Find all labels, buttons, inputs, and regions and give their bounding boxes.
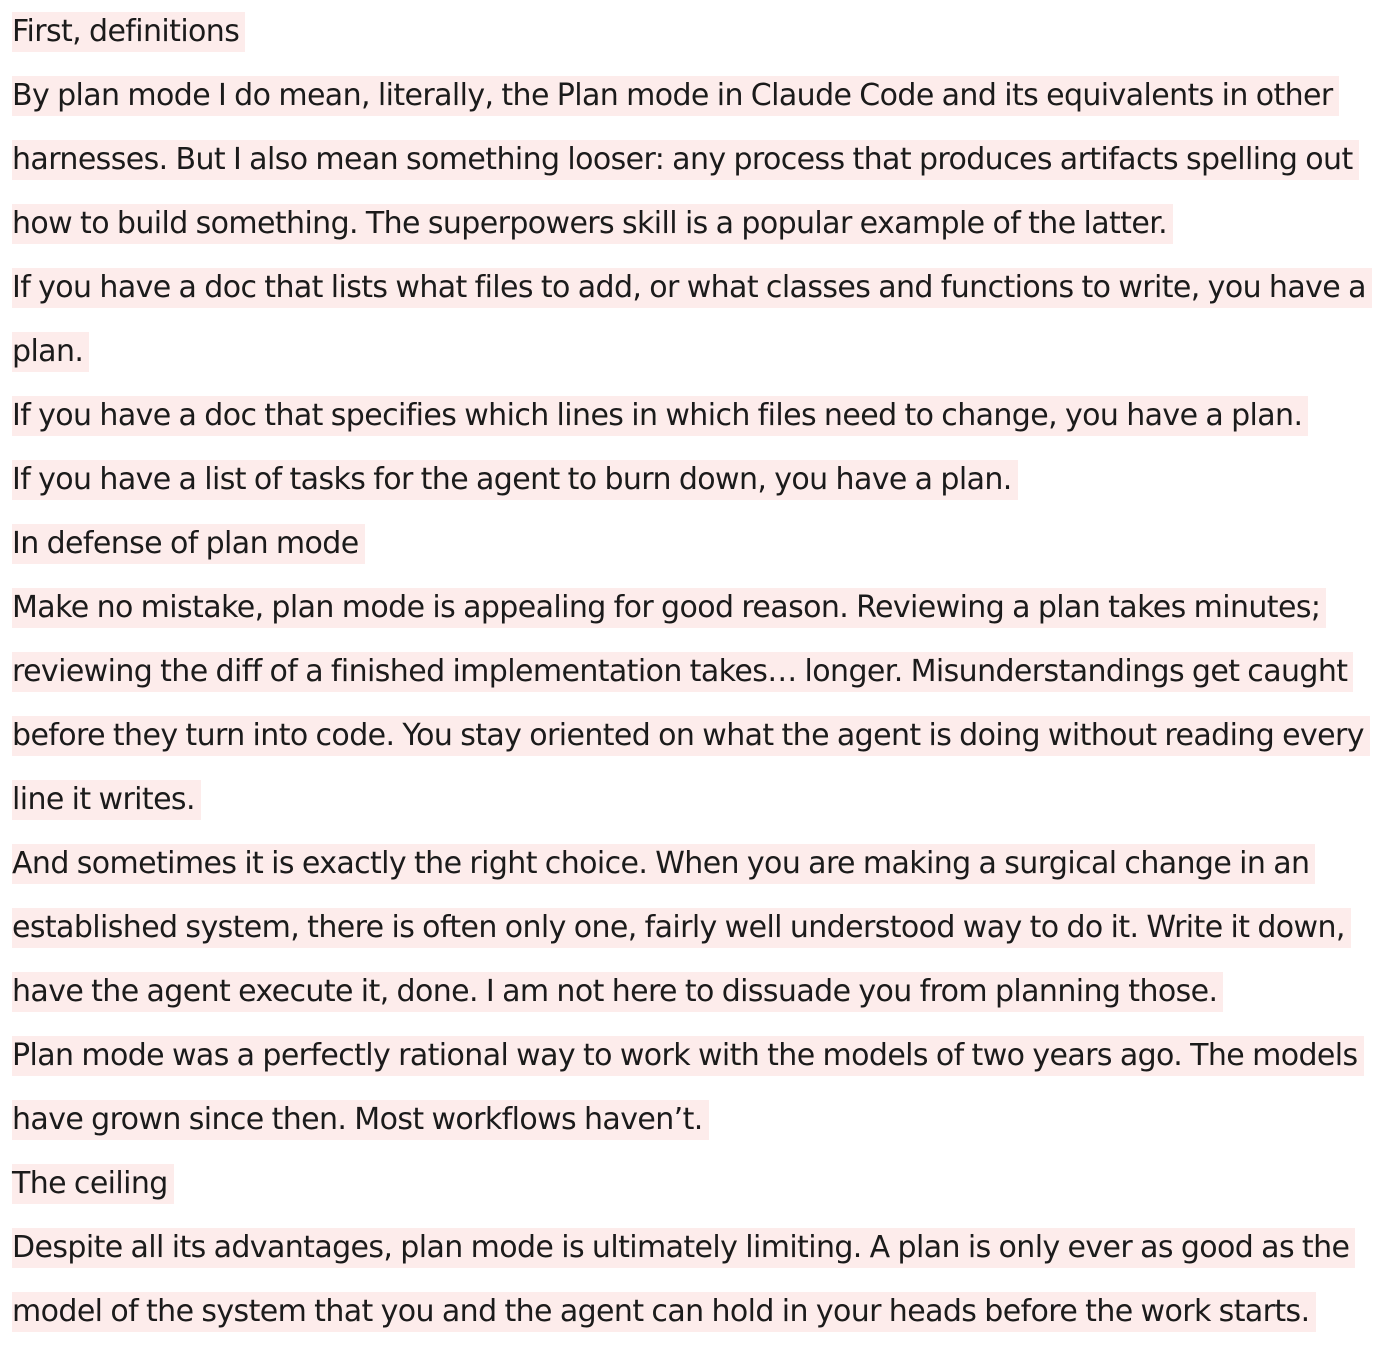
- paragraph-line: [12, 460, 1370, 524]
- paragraph-text: established system, there is often only one, fairly well understood way to do it. Write it down,: [12, 908, 1351, 948]
- paragraph-text: before they turn into code. You stay oriented on what the agent is doing without reading every: [12, 716, 1370, 756]
- paragraph-line: [12, 780, 1370, 844]
- paragraph-text: have grown since then. Most workflows haven’t.: [12, 1100, 709, 1140]
- document-body: [12, 12, 1370, 1356]
- paragraph-line: [12, 396, 1370, 460]
- paragraph-line: [12, 588, 1370, 652]
- paragraph-text: reviewing the diff of a finished implementation takes… longer. Misunderstandings get caught: [12, 652, 1353, 692]
- paragraph-text: plan.: [12, 332, 89, 372]
- paragraph-line: [12, 972, 1370, 1036]
- paragraph-text: If you have a doc that lists what files to add, or what classes and functions to write, you have a: [12, 268, 1372, 308]
- paragraph-text: By plan mode I do mean, literally, the Plan mode in Claude Code and its equivalents in other: [12, 76, 1339, 116]
- paragraph-text: Plan mode was a perfectly rational way to work with the models of two years ago. The models: [12, 1036, 1364, 1076]
- paragraph-text: model of the system that you and the agent can hold in your heads before the work starts.: [12, 1292, 1316, 1332]
- paragraph-text: how to build something. The superpowers skill is a popular example of the latter.: [12, 204, 1173, 244]
- paragraph-text: If you have a doc that specifies which lines in which files need to change, you have a plan.: [12, 396, 1308, 436]
- heading-text: The ceiling: [12, 1164, 174, 1204]
- paragraph-text: have the agent execute it, done. I am not here to dissuade you from planning those.: [12, 972, 1223, 1012]
- section-heading-first-definitions: [12, 12, 1370, 76]
- paragraph-line: [12, 268, 1370, 332]
- heading-text: First, definitions: [12, 12, 245, 52]
- paragraph-text: And sometimes it is exactly the right choice. When you are making a surgical change in an: [12, 844, 1315, 884]
- paragraph-line: [12, 652, 1370, 716]
- paragraph-text: Despite all its advantages, plan mode is ultimately limiting. A plan is only ever as good as the: [12, 1228, 1355, 1268]
- paragraph-line: [12, 908, 1370, 972]
- paragraph-line: [12, 1228, 1370, 1292]
- paragraph-line: [12, 76, 1370, 140]
- section-heading-the-ceiling: [12, 1164, 1370, 1228]
- paragraph-text: If you have a list of tasks for the agent to burn down, you have a plan.: [12, 460, 1018, 500]
- paragraph-line: [12, 1036, 1370, 1100]
- paragraph-line: [12, 1292, 1370, 1356]
- paragraph-text: harnesses. But I also mean something looser: any process that produces artifacts spelling out: [12, 140, 1359, 180]
- paragraph-line: [12, 140, 1370, 204]
- paragraph-line: [12, 1100, 1370, 1164]
- paragraph-line: [12, 716, 1370, 780]
- heading-text: In defense of plan mode: [12, 524, 365, 564]
- paragraph-line: [12, 332, 1370, 396]
- paragraph-text: Make no mistake, plan mode is appealing for good reason. Reviewing a plan takes minutes;: [12, 588, 1326, 628]
- paragraph-text: line it writes.: [12, 780, 201, 820]
- section-heading-in-defense: [12, 524, 1370, 588]
- paragraph-line: [12, 204, 1370, 268]
- paragraph-line: [12, 844, 1370, 908]
